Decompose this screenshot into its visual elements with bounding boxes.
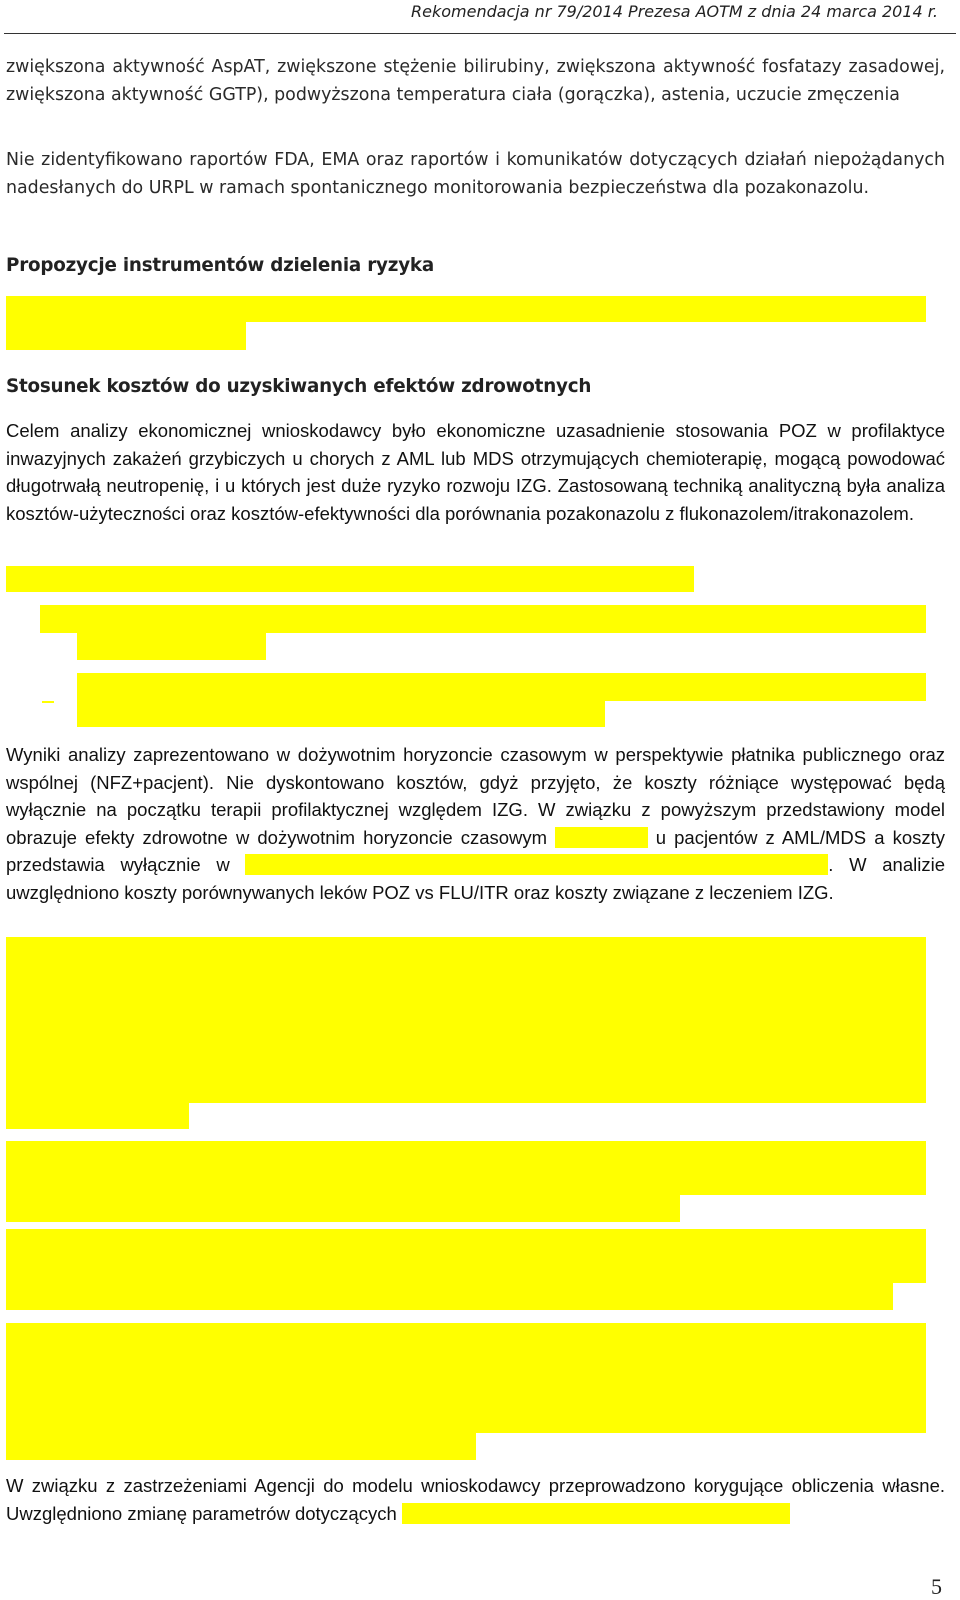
- page-number: 5: [931, 1574, 942, 1599]
- redaction-block: [6, 296, 926, 322]
- results-paragraph: [6, 741, 945, 906]
- redaction-block: [6, 1103, 189, 1129]
- running-header: Rekomendacja nr 79/2014 Prezesa AOTM z dnia 24 marca 2014 r.: [411, 2, 938, 21]
- redaction-block: [6, 322, 246, 350]
- results-text-3: . W analizie uwzględniono koszty porównywanych leków POZ vs FLU/ITR oraz koszty związane z leczeniem IZG.: [6, 854, 945, 903]
- corrective-text: W związku z zastrzeżeniami Agencji do modelu wnioskodawcy przeprowadzono korygujące obliczenia własne. Uwzględniono zmianę parametrów dotyczących: [6, 1475, 945, 1524]
- heading-risk-sharing: Propozycje instrumentów dzielenia ryzyka: [6, 255, 435, 276]
- inline-redaction: [555, 827, 648, 848]
- redaction-block: [6, 1229, 926, 1283]
- results-text-2: u pacjentów z AML/MDS a koszty przedstawia wyłącznie w: [6, 826, 946, 875]
- results-text-1: Wyniki analizy zaprezentowano w dożywotnim horyzoncie czasowym w perspektywie płatnika publicznego oraz wspólnej (NFZ+pacjent). Nie dyskontowano kosztów, gdyż przyjęto, że koszty różniące występować będą wyłącznie na początku terapii profilaktycznej względem IZG. W związku z powyższym przedstawiony model obrazuje efekty zdrowotne w dożywotnim horyzoncie czasowym: [6, 744, 945, 848]
- inline-redaction: [245, 854, 828, 875]
- inline-redaction: [402, 1503, 791, 1524]
- redaction-block: [77, 673, 926, 701]
- redaction-block: [6, 1433, 476, 1460]
- redaction-block: [77, 633, 266, 660]
- redaction-block: [6, 1323, 926, 1433]
- corrective-paragraph: [6, 1472, 945, 1527]
- redacted-list-bullet: [42, 701, 54, 703]
- redaction-block: [6, 937, 926, 1103]
- analysis-goal-paragraph: Celem analizy ekonomicznej wnioskodawcy było ekonomiczne uzasadnienie stosowania POZ w profilaktyce inwazyjnych zakażeń grzybiczych u chorych z AML lub MDS otrzymujących chemioterapię, mogącą powodować długotrwałą neutropenię, i u których jest duże ryzyko rozwoju IZG. Zastosowaną techniką analityczną była analiza kosztów-użyteczności oraz kosztów-efektywności dla porównania pozakonazolu z flukonazolem/itrakonazolem.: [6, 420, 945, 524]
- no-reports-paragraph: Nie zidentyfikowano raportów FDA, EMA oraz raportów i komunikatów dotyczących działań niepożądanych nadesłanych do URPL w ramach spontanicznego monitorowania bezpieczeństwa dla pozakonazolu.: [6, 150, 945, 198]
- adverse-events-paragraph: zwiększona aktywność AspAT, zwiększone stężenie bilirubiny, zwiększona aktywność fosfatazy zasadowej, zwiększona aktywność GGTP), podwyższona temperatura ciała (gorączka), astenia, uczucie zmęczenia: [6, 57, 945, 105]
- redaction-block: [6, 1195, 680, 1222]
- heading-cost-effect: Stosunek kosztów do uzyskiwanych efektów zdrowotnych: [6, 376, 592, 397]
- redaction-block: [40, 605, 926, 633]
- header-rule: [4, 33, 956, 34]
- redaction-block: [6, 1141, 926, 1195]
- redaction-block: [6, 566, 694, 592]
- redaction-block: [77, 701, 605, 727]
- redaction-block: [6, 1283, 893, 1310]
